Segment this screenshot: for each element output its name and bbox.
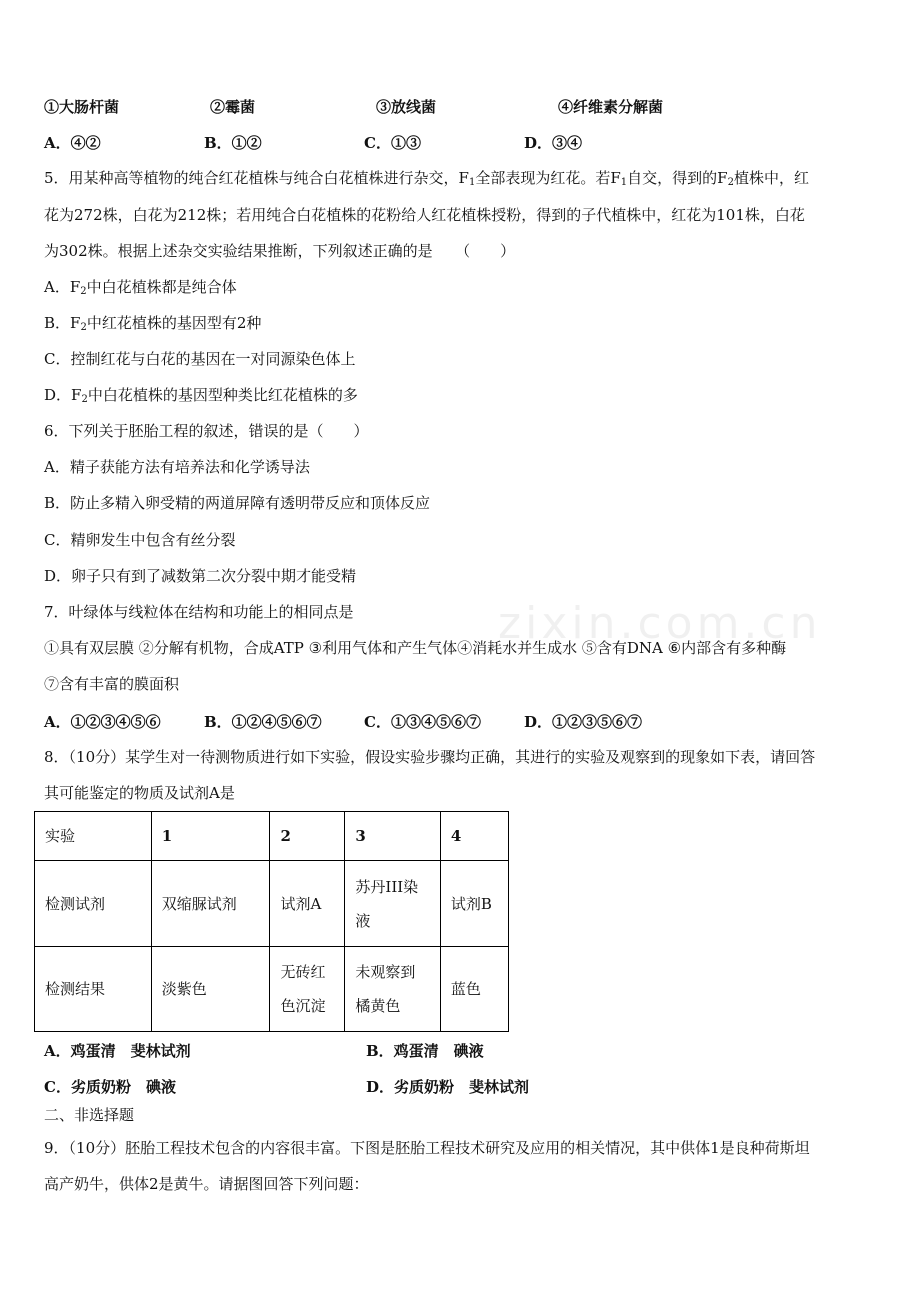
q4-item-1: ①大肠杆菌	[44, 98, 120, 116]
experiment-table	[34, 811, 509, 1032]
q8-option-c: C．劣质奶粉 碘液	[44, 1078, 176, 1096]
q8-option-b: B．鸡蛋清 碘液	[366, 1042, 484, 1060]
q5-stem-line2: 花为272株，白花为212株；若用纯合白花植株的花粉给人红花植株授粉，得到的子代植株中，红花为101株，白花	[44, 206, 805, 224]
q8-stem-line1: 8．（10分）某学生对一待测物质进行如下实验，假设实验步骤均正确，其进行的实验及观察到的现象如下表，请回答	[44, 748, 816, 766]
q6-option-c: C．精卵发生中包含有丝分裂	[44, 531, 236, 549]
table-header-cell: 2	[270, 812, 345, 861]
table-row	[35, 947, 509, 1032]
q5-stem-line1: 5．用某种高等植物的纯合红花植株与纯合白花植株进行杂交，$F_1$全部表现为红花。若$F_1$自交，得到的$F_2$植株中，红	[44, 169, 809, 188]
q9-stem-line1: 9．（10分）胚胎工程技术包含的内容很丰富。下图是胚胎工程技术研究及应用的相关情况，其中供体1是良种荷斯坦	[44, 1139, 810, 1157]
table-cell: 检测结果	[35, 947, 152, 1032]
q5-option-c: C．控制红花与白花的基因在一对同源染色体上	[44, 350, 356, 368]
table-cell: 试剂B	[440, 861, 508, 947]
q4-item-3: ③放线菌	[376, 98, 437, 116]
q6-option-b: B．防止多精入卵受精的两道屏障有透明带反应和顶体反应	[44, 494, 431, 512]
q4-item-2: ②霉菌	[210, 98, 256, 116]
q5-option-b: B．$F_2$中红花植株的基因型有2种	[44, 314, 262, 333]
q6-option-a: A．精子获能方法有培养法和化学诱导法	[44, 458, 310, 476]
table-header-row	[35, 812, 509, 861]
table-cell: 检测试剂	[35, 861, 152, 947]
q7-stem: 7．叶绿体与线粒体在结构和功能上的相同点是	[44, 603, 354, 621]
q7-option-d: D．①②③⑤⑥⑦	[524, 713, 643, 731]
table-header-cell: 3	[345, 812, 440, 861]
q5-option-d: D．$F_2$中白花植株的基因型种类比红花植株的多	[44, 386, 358, 405]
q4-item-4: ④纤维素分解菌	[558, 98, 664, 116]
table-cell: 无砖红色沉淀	[270, 947, 345, 1032]
q5-stem-line3: 为302株。根据上述杂交实验结果推断，下列叙述正确的是 （ ）	[44, 242, 516, 260]
table-cell: 淡紫色	[151, 947, 270, 1032]
table-cell: 试剂A	[270, 861, 345, 947]
q7-option-c: C．①③④⑤⑥⑦	[364, 713, 481, 731]
table-cell: 双缩脲试剂	[151, 861, 270, 947]
q7-items-line2: ⑦含有丰富的膜面积	[44, 675, 180, 693]
section-heading: 二、非选择题	[44, 1106, 135, 1124]
q6-option-d: D．卵子只有到了减数第二次分裂中期才能受精	[44, 567, 357, 585]
q9-stem-line2: 高产奶牛，供体2是黄牛。请据图回答下列问题：	[44, 1175, 369, 1193]
q7-option-a: A．①②③④⑤⑥	[44, 713, 161, 731]
q7-option-b: B．①②④⑤⑥⑦	[204, 713, 322, 731]
table-row	[35, 861, 509, 947]
table-cell: 未观察到橘黄色	[345, 947, 440, 1032]
q8-option-d: D．劣质奶粉 斐林试剂	[366, 1078, 530, 1096]
q4-option-c: C．①③	[364, 134, 421, 152]
q5-option-a: A．$F_2$中白花植株都是纯合体	[44, 278, 237, 297]
q8-option-a: A．鸡蛋清 斐林试剂	[44, 1042, 191, 1060]
table-header-cell: 实验	[35, 812, 152, 861]
q8-stem-line2: 其可能鉴定的物质及试剂A是	[44, 784, 235, 802]
watermark: zixin.com.cn	[498, 598, 822, 649]
q4-option-d: D．③④	[524, 134, 583, 152]
table-cell: 苏丹III染液	[345, 861, 440, 947]
table-header-cell: 1	[151, 812, 270, 861]
table-cell: 蓝色	[440, 947, 508, 1032]
q4-option-a: A．④②	[44, 134, 101, 152]
table-header-cell: 4	[440, 812, 508, 861]
q6-stem: 6．下列关于胚胎工程的叙述，错误的是（ ）	[44, 422, 369, 440]
q7-items-line1: ①具有双层膜 ②分解有机物，合成ATP ③利用气体和产生气体④消耗水并生成水 ⑤含有DNA ⑥内部含有多种酶	[44, 639, 787, 657]
q4-option-b: B．①②	[204, 134, 262, 152]
